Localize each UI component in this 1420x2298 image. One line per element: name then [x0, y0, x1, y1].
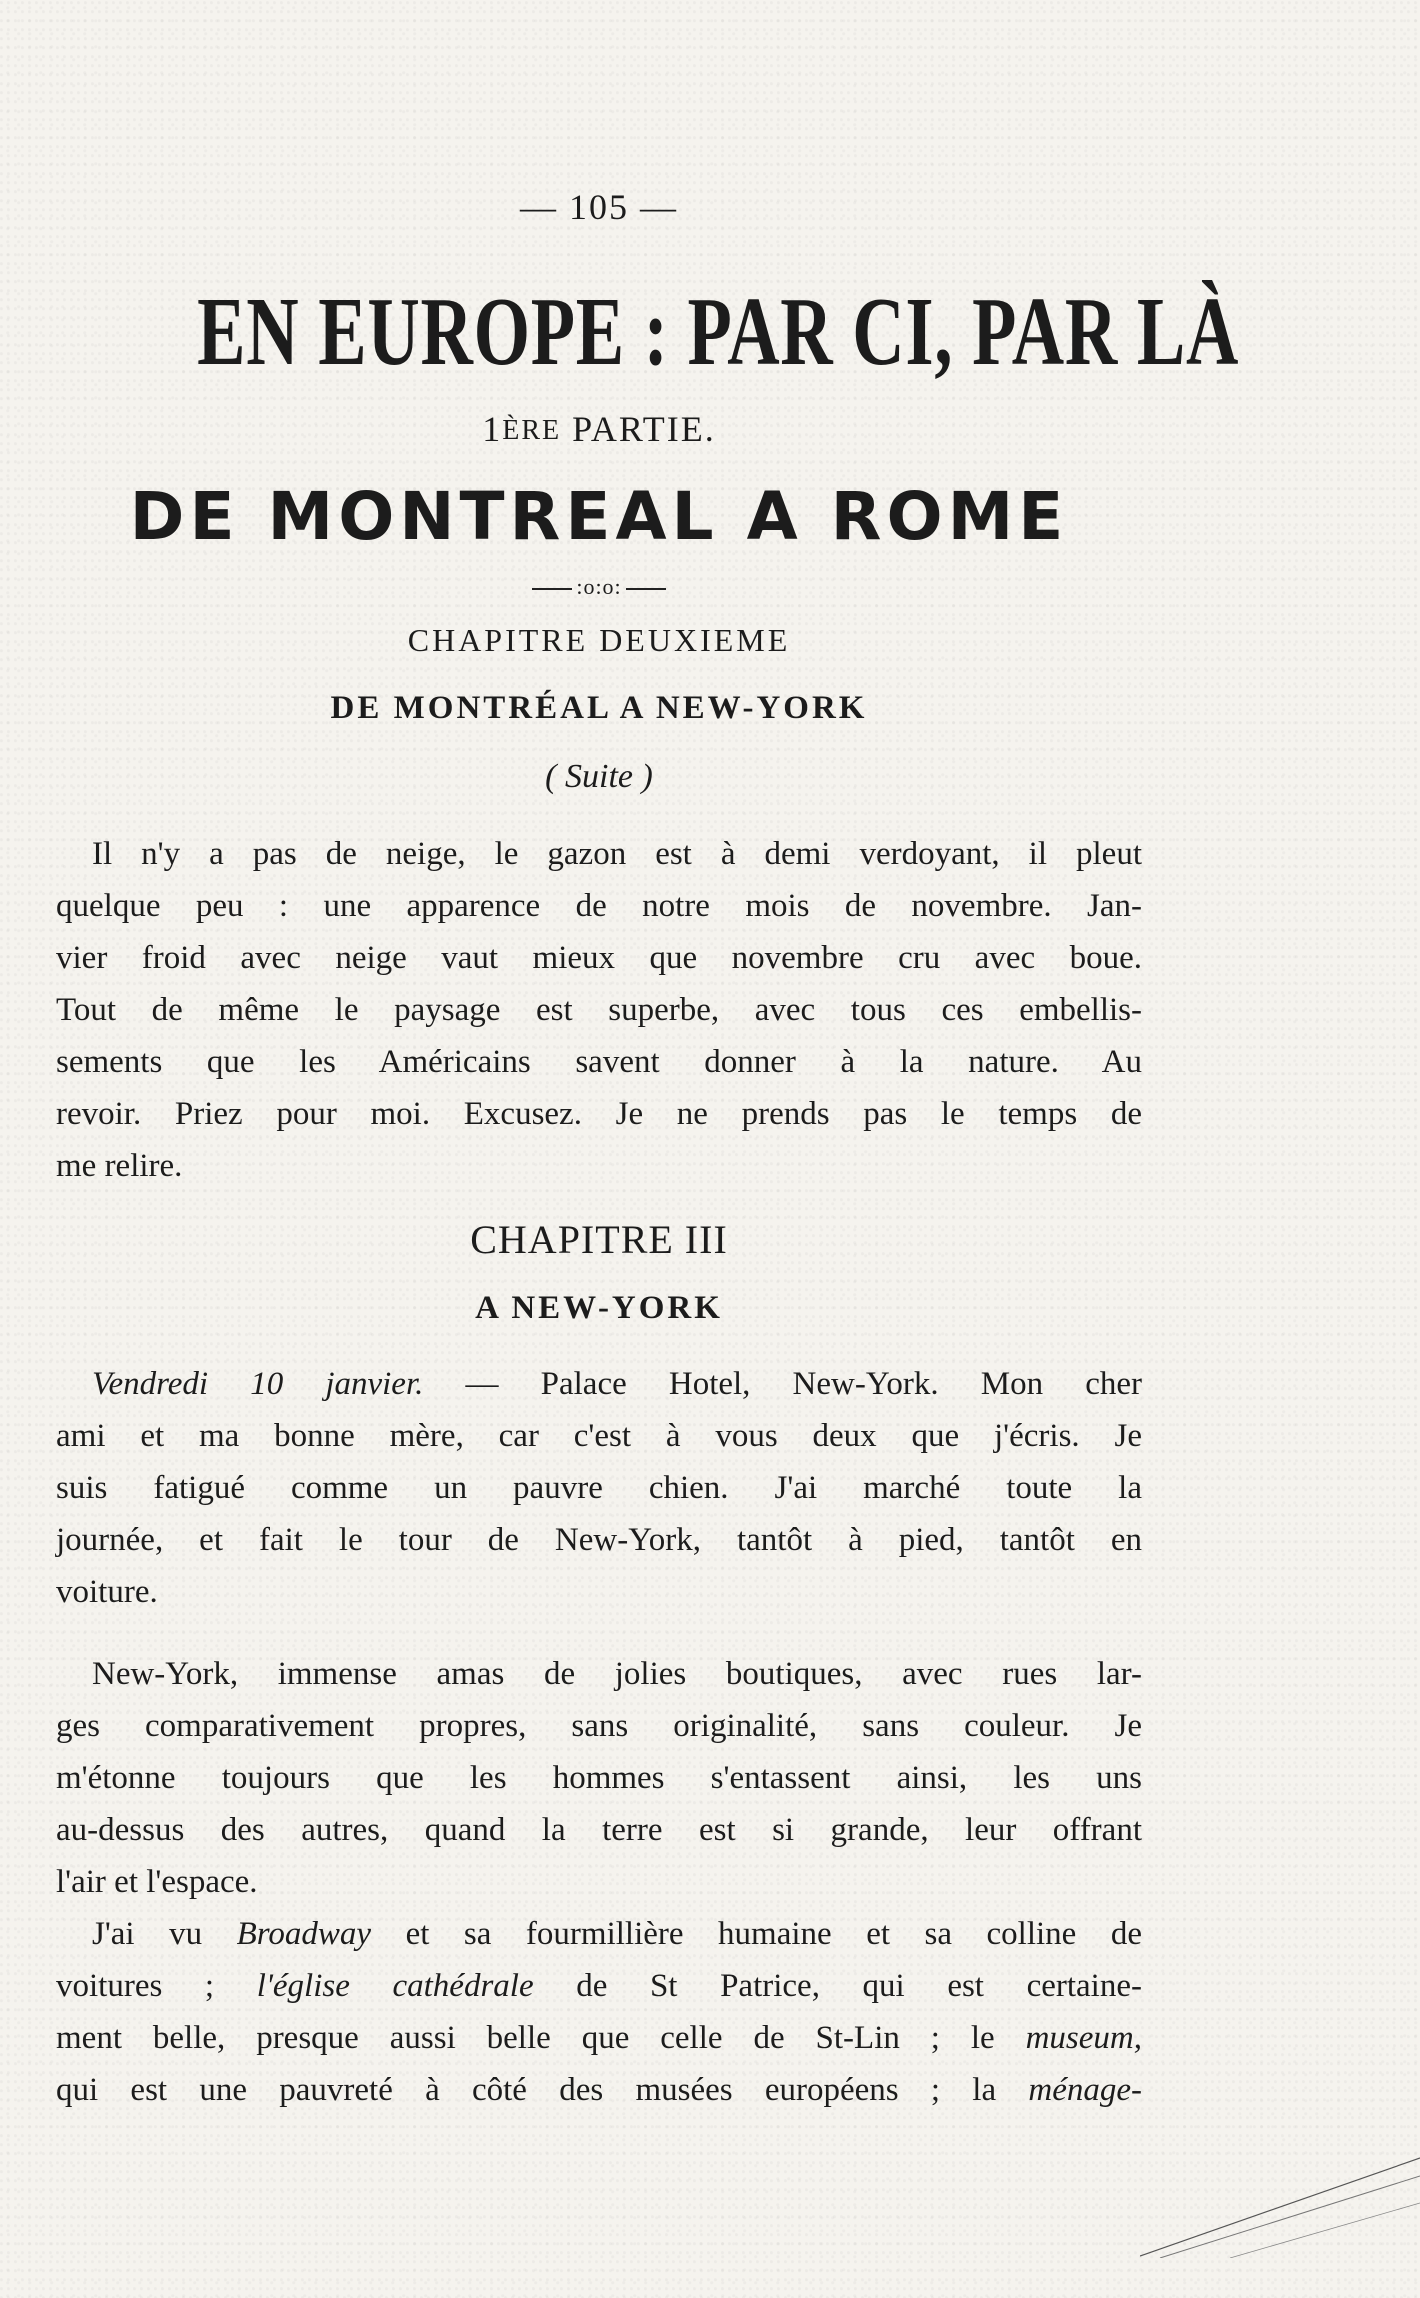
part-word: PARTIE.: [572, 409, 716, 449]
paragraph-line: journée, et fait le tour de New-York, tantôt à pied, tantôt en: [56, 1522, 1142, 1558]
paragraph-line: l'air et l'espace.: [56, 1864, 258, 1900]
paragraph-4: [56, 1908, 1142, 2116]
paragraph-line: me relire.: [56, 1148, 183, 1184]
ornament-rule-left: [532, 588, 572, 590]
paragraph-line: au-dessus des autres, quand la terre est si grande, leur offrant: [56, 1812, 1142, 1848]
paragraph-line: [56, 2064, 1142, 2116]
line-text: ment belle, presque aussi belle que celle de St-Lin ; le: [56, 2020, 1026, 2056]
paragraph-2: [56, 1358, 1142, 1618]
paragraph-line: ami et ma bonne mère, car c'est à vous deux que j'écris. Je: [56, 1418, 1142, 1454]
paragraph-line: m'étonne toujours que les hommes s'entassent ainsi, les uns: [56, 1760, 1142, 1796]
line-text: qui est une pauvreté à côté des musées européens ; la: [56, 2072, 1029, 2108]
line-text: J'ai vu: [92, 1916, 237, 1952]
chapter-2-suite: ( Suite ): [545, 758, 653, 795]
part-ordinal-suffix: ÈRE: [502, 415, 562, 446]
chapter-2-heading: CHAPITRE DEUXIEME: [407, 622, 791, 658]
paragraph-line: ges comparativement propres, sans originalité, sans couleur. Je: [56, 1708, 1142, 1744]
paragraph-line: vier froid avec neige vaut mieux que novembre cru avec boue.: [56, 940, 1142, 976]
paragraph-line: suis fatigué comme un pauvre chien. J'ai marché toute la: [56, 1470, 1142, 1506]
paragraph-1: [56, 828, 1142, 1192]
paragraph-line: quelque peu : une apparence de notre mois de novembre. Jan-: [56, 888, 1142, 924]
part-ordinal: 1: [482, 409, 503, 449]
ornament-rule-right: [626, 588, 666, 590]
italic-term: l'église cathédrale: [256, 1968, 534, 2004]
part-label: [56, 408, 1142, 450]
section-title: DE MONTREAL A ROME: [129, 478, 1069, 555]
paragraph-line: [56, 2012, 1142, 2064]
line-text: — Palace Hotel, New-York. Mon cher: [423, 1366, 1142, 1402]
paragraph-line: New-York, immense amas de jolies boutiques, avec rues lar-: [92, 1656, 1142, 1692]
chapter-3-subheading: A NEW-YORK: [475, 1290, 723, 1326]
page-number: — 105 —: [520, 187, 678, 227]
chapter-3-heading: CHAPITRE III: [470, 1217, 728, 1262]
page-scratch-marks: [1140, 2128, 1420, 2258]
line-text: et sa fourmillière humaine et sa colline de: [371, 1916, 1142, 1952]
paragraph-line: [56, 1908, 1142, 1960]
paragraph-line: [56, 1960, 1142, 2012]
paragraph-line: Il n'y a pas de neige, le gazon est à demi verdoyant, il pleut: [92, 836, 1142, 872]
italic-term: museum,: [1025, 2020, 1142, 2056]
ornament-divider: [56, 574, 1142, 600]
chapter-2-subheading: DE MONTRÉAL A NEW-YORK: [330, 690, 868, 726]
paragraph-line: Tout de même le paysage est superbe, avec tous ces embellis-: [56, 992, 1142, 1028]
line-text: de St Patrice, qui est certaine-: [533, 1968, 1142, 2004]
paragraph-line: voiture.: [56, 1574, 158, 1610]
book-title: EN EUROPE : PAR CI, PAR LÀ: [197, 278, 1240, 386]
paragraph-3: [56, 1648, 1142, 1908]
paragraph-line: [56, 1358, 1142, 1410]
paragraph-line: revoir. Priez pour moi. Excusez. Je ne prends pas le temps de: [56, 1096, 1142, 1132]
italic-term: Broadway: [236, 1916, 372, 1952]
italic-term: ménage-: [1028, 2072, 1142, 2108]
paragraph-line: sements que les Américains savent donner à la nature. Au: [56, 1044, 1142, 1080]
date-lead: Vendredi 10 janvier.: [92, 1366, 424, 1402]
ornament-glyph: :o:o:: [576, 574, 622, 599]
line-text: voitures ;: [56, 1968, 257, 2004]
